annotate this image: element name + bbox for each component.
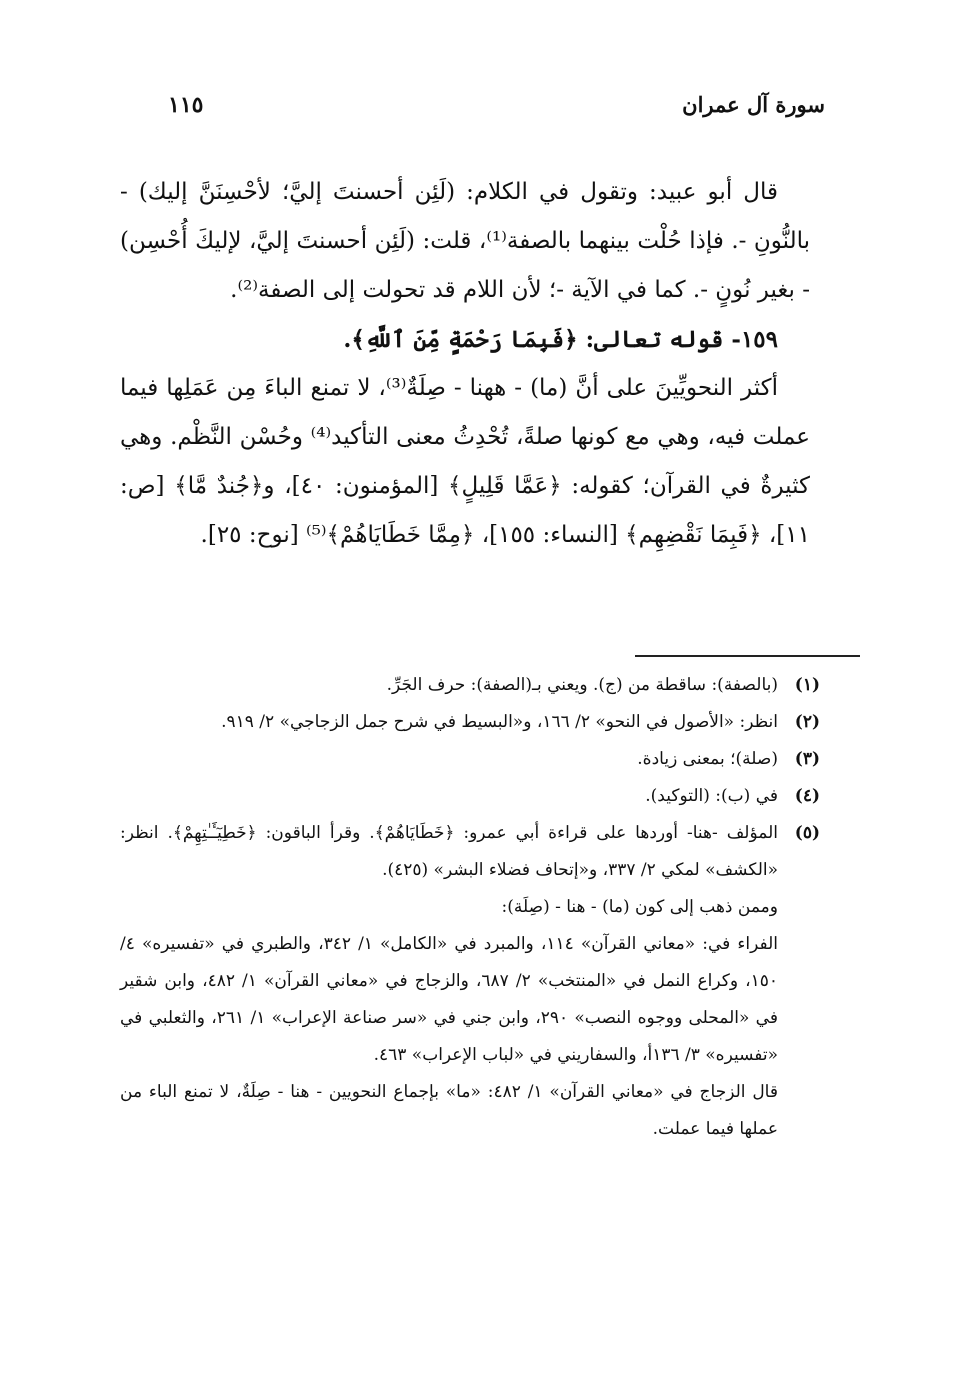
footnotes [120,667,820,1148]
footnote-number: (٥) [794,823,820,843]
footnote-number: (٢) [794,712,820,732]
footnote-divider [635,655,860,657]
verse-heading-159: ١٥٩- قوله تعالى: ﴿فَبِمَا رَحْمَةٍ مِّنَ ٱللَّهِ﴾. [343,326,778,353]
footnote-line: (صلة)؛ بمعنى زيادة. [637,749,778,769]
page-number: ١١٥ [168,92,204,118]
page-header [150,92,825,132]
footnote-line: وممن ذهب إلى كون (ما) - هنا - (صِلَة): [501,897,778,917]
footnote-text [120,741,778,778]
footnote-number: (٤) [794,786,820,806]
paragraph-abu-ubaid: قال أبو عبيد: وتقول في الكلام: (لَئِن أحسنتَ إليَّ؛ لأحْسِنَنَّ إليك) - بالنُّونِ -. فإذا حُلْت بينهما بالصفة⁽¹⁾، قلت: (لَئِن أحسنتَ إليَّ، لإليكَ أُحْسِن) - بغير نُونٍ -. كما في الآية -؛ لأن اللام قد تحولت إلى الصفة⁽²⁾. [120,179,811,303]
footnote-text [120,815,778,1148]
footnote-line: (بالصفة): ساقطة من (ج). ويعني بـ(الصفة): حرف الجَرِّ. [386,675,778,695]
footnote-text [120,667,778,704]
footnote-text [120,704,778,741]
footnote-line: الفراء في: «معاني القرآن» ١١٤، والمبرد في «الكامل» ١/ ٣٤٢، والطبري في «تفسيره» ٤/ ١٥٠، وكراع النمل في «المنتخب» ٢/ ٦٨٧، والزجاج في «معاني القرآن» ١/ ٤٨٢، وابن شقير في «المحلى ووجوه النصب» ٢٩٠، وابن جني في «سر صناعة الإعراب» ١/ ٢٦١، والثعلبي في «تفسيره» ٣/ ١٣٦أ، والسفاريني في «لباب الإعراب» ٤٦٣. [120,934,778,1065]
footnote-3 [120,741,820,778]
footnote-2 [120,704,820,741]
main-text [120,168,810,560]
footnote-number: (١) [794,675,820,695]
footnote-5 [120,815,820,1148]
footnote-4 [120,778,820,815]
running-title: سورة آل عمران [682,92,825,117]
footnote-number: (٣) [794,749,820,769]
footnote-1 [120,667,820,704]
footnote-line: انظر: «الأصول في النحو» ٢/ ١٦٦، و«البسيط في شرح جمل الزجاجي» ٢/ ٩١٩. [221,712,778,732]
footnote-line: قال الزجاج في «معاني القرآن» ١/ ٤٨٢: «ما» بإجماع النحويين - هنا - صِلَةٌ، لا تمنع الباء من عملها فيما عملت. [120,1082,778,1139]
footnote-line: في (ب): (التوكيد). [645,786,778,806]
footnote-line: المؤلف -هنا- أوردها على قراءة أبي عمرو: ﴿خَطَايَاهُمْ﴾. وقرأ الباقون: ﴿خَطِيٓـَٔـٰتِهِمْ﴾. انظر: «الكشف» لمكي ٢/ ٣٣٧، و«إتحاف فضلاء البشر» (٤٢٥). [120,823,778,880]
paragraph-nahwiyyin: أكثر النحويِّينَ على أنَّ (ما) - ههنا - صِلَةٌ⁽³⁾، لا تمنع الباءَ مِن عَمَلِها فيما عملت فيه، وهي مع كونها صلةً، تُحْدِثُ معنى التأكيد⁽⁴⁾ وحُسْن النَّظْم. وهي كثيرةٌ في القرآن؛ كقوله: ﴿عَمَّا قَلِيلٍ﴾ [المؤمنون: ٤٠]، و﴿جُندٌ مَّا﴾ [ص: ١١]، ﴿فَبِمَا نَقْضِهِم﴾ [النساء: ١٥٥]، ﴿مِمَّا خَطَايَاهُمْ﴾⁽⁵⁾ [نوح: ٢٥]. [120,375,810,548]
footnote-text [120,778,778,815]
